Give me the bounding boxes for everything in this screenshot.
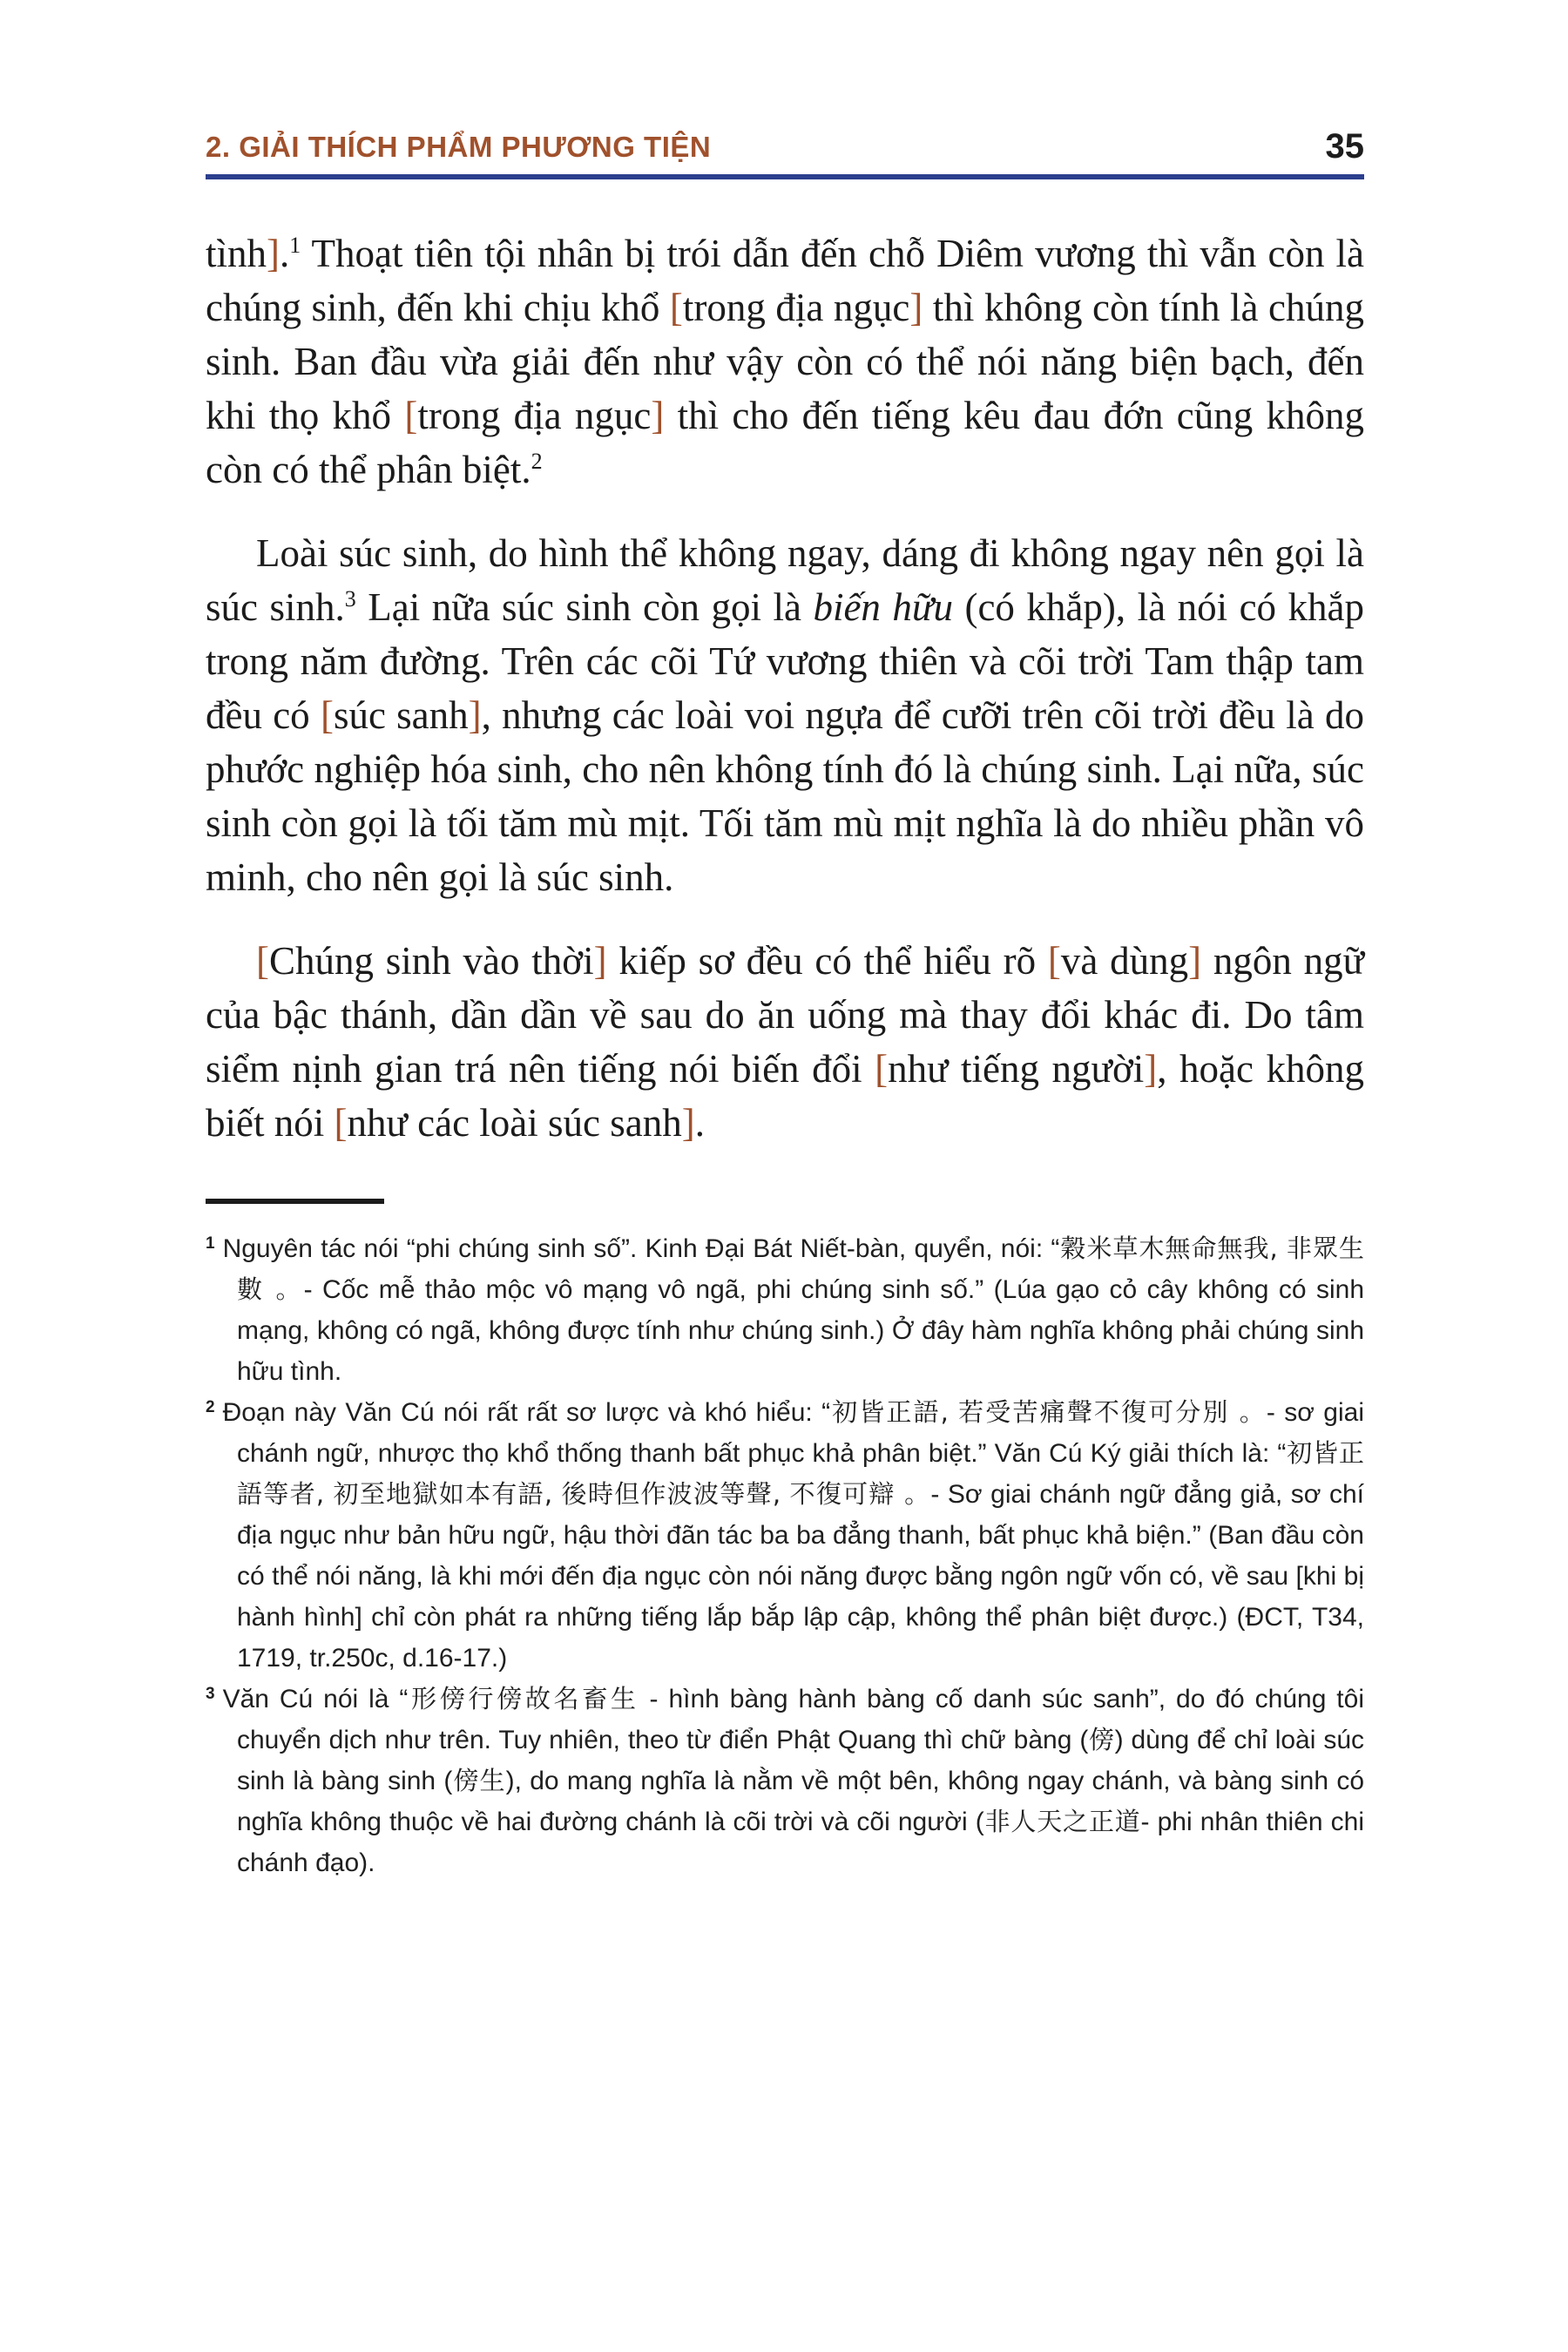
text-run: và dùng <box>1060 939 1189 983</box>
text-run: như các loài súc sanh <box>347 1101 682 1145</box>
text-run: trong địa ngục <box>417 394 652 437</box>
italic-term: biến hữu <box>813 585 953 629</box>
footnotes <box>206 1228 1364 1883</box>
footnote-ref: 2 <box>531 449 543 474</box>
text-run: . <box>280 232 290 275</box>
footnote-ref: 3 <box>344 586 356 612</box>
text-run: , nhưng các loài voi ngựa để cưỡi trên cõi trời đều là do phước nghiệp hóa sinh, cho nên không tính đó là chúng sinh. Lại nữa, súc sinh còn gọi là tối tăm mù mịt. Tối tăm mù mịt nghĩa là do nhiều phần vô minh, cho nên gọi là súc sinh. <box>206 693 1364 899</box>
text-run: thì cho đến tiếng kêu đau đớn cũng không còn có thể phân biệt. <box>206 394 1364 491</box>
bracket: [ <box>875 1047 889 1091</box>
text-run: - Cốc mễ thảo mộc vô mạng vô ngã, phi chúng sinh số.” (Lúa gạo cỏ cây không có sinh mạng, không có ngã, không được tính như chúng sinh.) Ở đây hàm nghĩa không phải chúng sinh hữu tình. <box>237 1275 1365 1386</box>
cjk-text: 傍生 <box>452 1766 506 1795</box>
paragraph <box>206 934 1364 1150</box>
bracket: ] <box>681 1101 695 1145</box>
footnote-ref: 1 <box>289 233 301 258</box>
cjk-text: 非人天之正道 <box>983 1807 1141 1836</box>
footnote-number: 2 <box>206 1398 215 1416</box>
text-run: tình <box>206 232 267 275</box>
text-run: ), do mang nghĩa là nằm về một bên, không ngay chánh, và bàng sinh có nghĩa không thuộc về hai đường chánh là cõi trời và cõi người ( <box>237 1767 1365 1836</box>
bracket: ] <box>593 939 607 983</box>
bracket: [ <box>1047 939 1061 983</box>
footnote-separator <box>206 1199 384 1204</box>
text-run: ) dùng để chỉ loài súc sinh là bàng sinh ( <box>237 1726 1365 1795</box>
text-run: - sơ giai chánh ngữ, nhược thọ khổ thống thanh bất phục khả phân biệt.” Văn Cú Ký giải thích là: “ <box>237 1398 1364 1468</box>
body-text <box>206 226 1364 1150</box>
header-rule <box>206 174 1364 179</box>
cjk-text: 初皆正語等者, 初至地獄如本有語, 後時但作波波等聲, 不復可辯 。 <box>237 1438 1364 1509</box>
cjk-text: 穀米草木無命無我, 非眾生數 。 <box>237 1233 1364 1304</box>
text-run: Loài súc sinh, do hình thể không ngay, dáng đi không ngay nên gọi là súc sinh. <box>206 531 1364 629</box>
bracket: [ <box>404 394 418 437</box>
page-number: 35 <box>1325 127 1364 166</box>
bracket: ] <box>651 394 665 437</box>
text-run: như tiếng người <box>888 1047 1145 1091</box>
text-run: , hoặc không biết nói <box>206 1047 1365 1145</box>
footnote-number: 3 <box>206 1685 215 1703</box>
bracket: ] <box>909 286 923 329</box>
bracket: ] <box>1188 939 1202 983</box>
footnote-number: 1 <box>206 1234 215 1253</box>
text-block <box>206 129 1364 1883</box>
bracket: [ <box>334 1101 348 1145</box>
text-run: trong địa ngục <box>682 286 910 329</box>
bracket: [ <box>256 939 269 983</box>
text-run: Đoạn này Văn Cú nói rất rất sơ lược và khó hiểu: “ <box>222 1398 831 1427</box>
footnote-item <box>206 1679 1364 1883</box>
cjk-text: 初皆正語, 若受苦痛聲不復可分別 。 <box>830 1397 1267 1427</box>
bracket: [ <box>669 286 683 329</box>
text-run: - phi nhân thiên chi chánh đạo). <box>237 1808 1365 1877</box>
text-run: Thoạt tiên tội nhân bị trói dẫn đến chỗ Diêm vương thì vẫn còn là chúng sinh, đến khi chịu khổ <box>206 232 1364 329</box>
text-run: Văn Cú nói là “ <box>222 1685 409 1713</box>
text-run: . <box>694 1101 705 1145</box>
bracket: ] <box>468 693 482 737</box>
paragraph <box>206 226 1364 497</box>
bracket: ] <box>1144 1047 1158 1091</box>
text-run: Nguyên tác nói “phi chúng sinh số”. Kinh Đại Bát Niết-bàn, quyển, nói: “ <box>222 1234 1060 1263</box>
text-run: Lại nữa súc sinh còn gọi là <box>355 585 814 629</box>
text-run: Chúng sinh vào thời <box>269 939 594 983</box>
text-run: súc sanh <box>333 693 469 737</box>
paragraph <box>206 526 1364 904</box>
text-run: - hình bàng hành bàng cố danh súc sanh”, do đó chúng tôi chuyển dịch như trên. Tuy nhiên, theo từ điển Phật Quang thì chữ bàng ( <box>237 1685 1364 1754</box>
footnote-item <box>206 1228 1364 1392</box>
bracket: [ <box>320 693 334 737</box>
chapter-running-head: 2. GIẢI THÍCH PHẨM PHƯƠNG TIỆN <box>206 131 712 163</box>
cjk-text: 形傍行傍故名畜生 <box>408 1684 639 1713</box>
cjk-text: 傍 <box>1088 1725 1115 1754</box>
text-run: (có khắp), là nói có khắp trong năm đường. Trên các cõi Tứ vương thiên và cõi trời Tam thập tam đều có <box>206 585 1365 737</box>
text-run: kiếp sơ đều có thể hiểu rõ <box>606 939 1048 983</box>
text-run: thì không còn tính là chúng sinh. Ban đầu vừa giải đến như vậy còn có thể nói năng biện bạch, đến khi thọ khổ <box>206 286 1364 437</box>
text-run: ngôn ngữ của bậc thánh, dần dần về sau do ăn uống mà thay đổi khác đi. Do tâm siểm nịnh gian trá nên tiếng nói biến đổi <box>206 939 1364 1091</box>
bracket: ] <box>267 232 280 275</box>
text-run: - Sơ giai chánh ngữ đẳng giả, sơ chí địa ngục như bản hữu ngữ, hậu thời đãn tác ba ba đẳng thanh, bất phục khả biện.” (Ban đầu còn có thể nói năng, là khi mới đến địa ngục còn nói năng được bằng ngôn ngữ vốn có, về sau [khi bị hành hình] chỉ còn phát ra những tiếng lắp bắp lập cập, không thể phân biệt được.) (ĐCT, T34, 1719, tr.250c, d.16-17.) <box>237 1480 1364 1673</box>
footnote-item <box>206 1392 1364 1679</box>
page-header <box>206 129 1364 164</box>
